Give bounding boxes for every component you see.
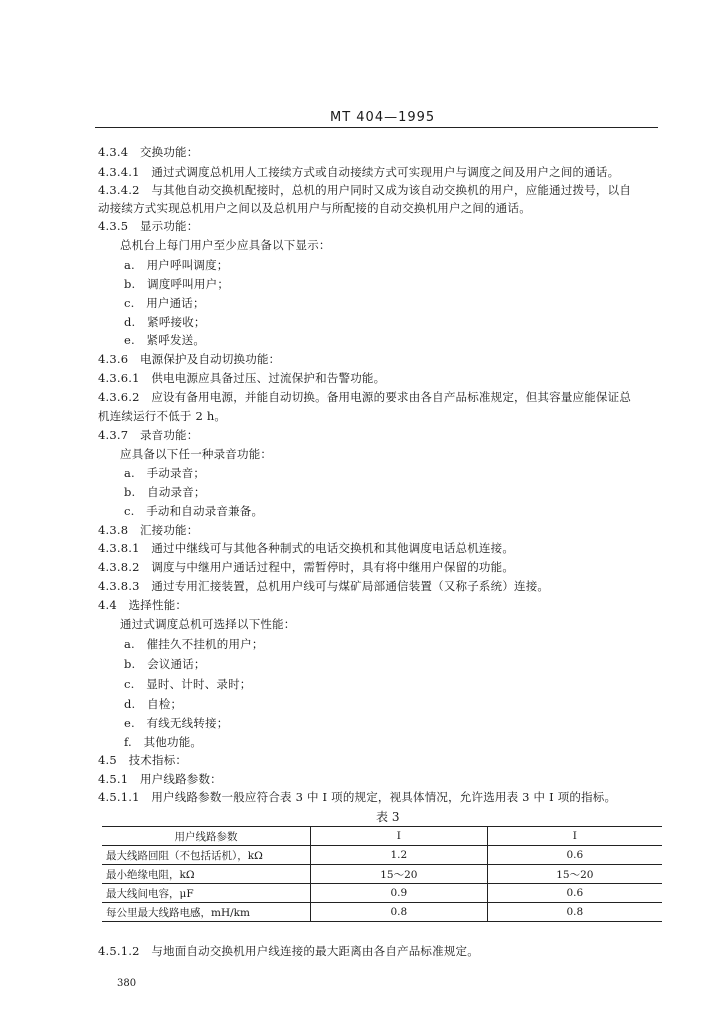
- list-item: c. 手动和自动录音兼备。: [124, 504, 264, 518]
- clause-4-3-8-1: 4.3.8.1 通过中继线可与其他各种制式的电话交换机和其他调度电话总机连接。: [98, 541, 515, 555]
- table-caption: 表 3: [376, 810, 400, 824]
- table-row: [102, 865, 662, 884]
- selection-intro: 通过式调度总机可选择以下性能：: [120, 617, 296, 631]
- list-item: c. 显时、计时、录时；: [124, 677, 252, 691]
- table-header-row: [102, 827, 662, 846]
- table-cell: 0.8: [311, 903, 488, 922]
- clause-4-3-4-2-cont: 动接续方式实现总机用户之间以及总机用户与所配接的自动交换机用户之间的通话。: [98, 201, 531, 215]
- page-number: 380: [117, 978, 137, 989]
- clause-4-3-4-2: 4.3.4.2 与其他自动交换机配接时，总机的用户同时又成为该自动交换机的用户，应能通过拨号，以自: [98, 183, 632, 197]
- table-header: I: [572, 830, 577, 842]
- clause-4-5: 4.5 技术指标：: [98, 753, 188, 767]
- table-cell: 1.2: [311, 846, 488, 865]
- clause-4-5-1-2: 4.5.1.2 与地面自动交换机用户线连接的最大距离由各自产品标准规定。: [98, 944, 479, 958]
- list-item: b. 调度呼叫用户；: [124, 277, 230, 291]
- list-item: f. 其他功能。: [124, 735, 203, 749]
- clause-4-5-1: 4.5.1 用户线路参数：: [98, 772, 222, 786]
- list-item: e. 紧呼发送。: [124, 333, 206, 347]
- list-item: a. 用户呼叫调度；: [124, 258, 229, 272]
- list-item: b. 会议通话；: [124, 657, 206, 671]
- table-header: I: [311, 827, 488, 846]
- list-item: a. 催挂久不挂机的用户；: [124, 637, 264, 651]
- clause-4-4: 4.4 选择性能：: [98, 598, 188, 612]
- clause-4-3-6: 4.3.6 电源保护及自动切换功能：: [98, 352, 281, 366]
- table-cell: 0.6: [566, 849, 584, 861]
- clause-4-3-4-1: 4.3.4.1 通过式调度总机用人工接续方式或自动接续方式可实现用户与调度之间及用户之间的通话。: [98, 165, 620, 179]
- clause-4-3-6-1: 4.3.6.1 供电电源应具备过压、过流保护和告警功能。: [98, 371, 386, 385]
- clause-4-3-7: 4.3.7 录音功能：: [98, 428, 199, 442]
- list-item: c. 用户通话；: [124, 296, 205, 310]
- clause-4-5-1-1: 4.5.1.1 用户线路参数一般应符合表 3 中 I 项的规定，视具体情况，允许选用表 3 中 I 项的指标。: [98, 790, 617, 804]
- table-cell: 0.8: [566, 906, 584, 918]
- table-row: [102, 884, 662, 903]
- clause-4-3-5: 4.3.5 显示功能：: [98, 219, 199, 233]
- clause-4-3-8-2: 4.3.8.2 调度与中继用户通话过程中，需暂停时，具有将中继用户保留的功能。: [98, 560, 515, 574]
- list-item: e. 有线无线转接；: [124, 716, 229, 730]
- list-item: d. 紧呼接收；: [124, 315, 206, 329]
- table-cell: 最小绝缘电阻，kΩ: [106, 868, 195, 881]
- clause-4-3-6-2-cont: 机连续运行不低于 2 h。: [98, 409, 227, 423]
- clause-4-3-4: 4.3.4 交换功能：: [98, 145, 199, 159]
- table-row: [102, 846, 662, 865]
- list-item: d. 自检；: [124, 697, 183, 711]
- display-intro: 总机台上每门用户至少应具备以下显示：: [120, 238, 331, 252]
- clause-4-3-8-3: 4.3.8.3 通过专用汇接装置，总机用户线可与煤矿局部通信装置（又称子系统）连接。: [98, 579, 550, 593]
- list-item: a. 手动录音；: [124, 466, 206, 480]
- list-item: b. 自动录音；: [124, 485, 206, 499]
- clause-4-3-6-2: 4.3.6.2 应设有备用电源，并能自动切换。备用电源的要求由各自产品标准规定，但其容量应能保证总: [98, 390, 632, 404]
- table-cell: 每公里最大线路电感，mH/km: [106, 906, 250, 919]
- table-row: [102, 903, 662, 922]
- clause-4-3-8: 4.3.8 汇接功能：: [98, 523, 199, 537]
- table-cell: 15～20: [556, 868, 594, 881]
- standard-number-header: MT 404—1995: [330, 110, 436, 125]
- table-cell: 0.6: [566, 887, 584, 899]
- table-cell: 最大线间电容，μF: [106, 887, 194, 900]
- header-rule: [95, 127, 658, 128]
- table-cell: 最大线路回阻（不包括话机），kΩ: [106, 849, 263, 862]
- recording-intro: 应具备以下任一种录音功能：: [120, 447, 273, 461]
- table-header: 用户线路参数: [174, 830, 238, 843]
- table-cell: 15～20: [311, 865, 488, 884]
- user-line-parameters-table: [102, 826, 662, 922]
- table-cell: 0.9: [311, 884, 488, 903]
